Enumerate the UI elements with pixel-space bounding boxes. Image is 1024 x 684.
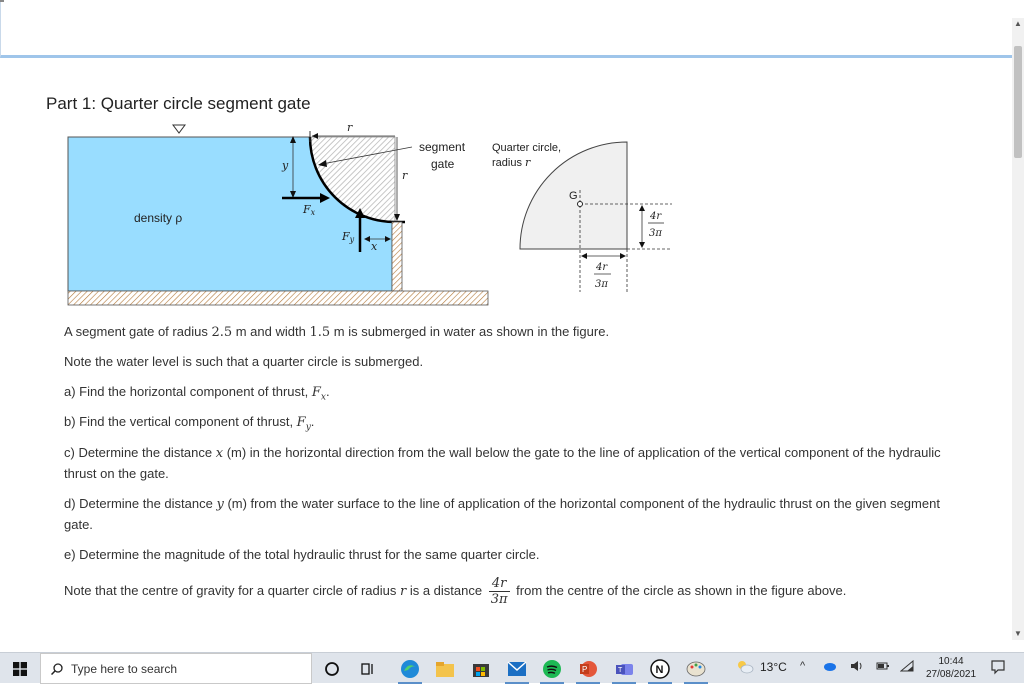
question-e: e) Determine the magnitude of the total hydraulic thrust for the same quarter circle. — [64, 547, 540, 562]
spotify-icon[interactable] — [540, 657, 564, 681]
cloud-sun-icon — [736, 660, 754, 674]
file-explorer-icon[interactable] — [433, 657, 457, 681]
wall — [392, 222, 402, 291]
label-r-side: r — [402, 169, 408, 182]
label-x: x — [371, 240, 378, 253]
window-corner-mark — [0, 0, 4, 2]
onedrive-cloud-icon[interactable] — [822, 662, 836, 674]
label-fx: Fx — [303, 203, 316, 217]
question-b: b) Find the vertical component of thrust, $F_y$. — [64, 414, 315, 433]
label-fy: Fy — [342, 230, 355, 244]
edge-browser-icon[interactable] — [398, 657, 422, 681]
page-title: Part 1: Quarter circle segment gate — [46, 94, 311, 113]
fraction-4r-3pi: $\frac{4r}{3\pi}$ — [490, 576, 508, 608]
store-icon[interactable] — [469, 657, 493, 681]
page-header-bar — [0, 0, 1012, 58]
label-density: density ρ — [134, 211, 183, 225]
wifi-icon[interactable] — [900, 660, 914, 675]
label-4r-vert: 4r — [650, 211, 662, 222]
question-d: d) Determine the distance y (m) from the water surface to the line of application of the horizontal component of the hydraulic thrust on the given segment gate. — [64, 496, 940, 532]
windows-logo-icon — [13, 662, 27, 676]
task-view-icon[interactable] — [356, 657, 380, 681]
scroll-up-arrow-icon[interactable]: ▲ — [1014, 19, 1022, 28]
vertical-scrollbar[interactable] — [1012, 18, 1024, 640]
onenote-n-icon[interactable] — [648, 657, 672, 681]
windows-taskbar — [0, 652, 1024, 683]
label-y: y — [282, 159, 289, 172]
scroll-down-arrow-icon[interactable]: ▼ — [1014, 629, 1022, 638]
svg-text:T: T — [618, 667, 623, 674]
powerpoint-icon[interactable] — [576, 657, 600, 681]
taskbar-search-box[interactable] — [40, 653, 312, 684]
label-radius: radius r — [492, 156, 531, 169]
start-button[interactable] — [0, 653, 40, 684]
clock-time: 10:44 — [938, 656, 964, 667]
teams-icon[interactable] — [612, 657, 636, 681]
search-placeholder: Type here to search — [71, 661, 178, 676]
floor — [68, 291, 488, 305]
tray-overflow-chevron-icon[interactable]: ^ — [800, 660, 806, 672]
notifications-icon[interactable] — [990, 659, 1006, 678]
label-quarter-circle: Quarter circle, — [492, 142, 562, 154]
label-3pi-vert: 3π — [649, 228, 662, 239]
weather-temperature: 13°C — [760, 660, 787, 674]
question-c: c) Determine the distance x (m) in the horizontal direction from the wall below the gate to the line of application of the vertical component of the hydraulic thrust on the gate. — [64, 445, 941, 481]
gate-figure — [60, 120, 680, 312]
label-r-top: r — [347, 121, 353, 134]
water-surface-icon — [173, 125, 185, 133]
scroll-thumb[interactable] — [1014, 46, 1022, 158]
battery-icon[interactable] — [876, 660, 890, 675]
note-centre-of-gravity: Note that the centre of gravity for a quarter circle of radius r is a distance $\frac{4r}{3\pi}$ from the centre of the circle as shown in the figure above. — [64, 576, 847, 608]
label-gate: gate — [431, 157, 455, 171]
search-icon — [51, 663, 63, 675]
clock-date: 27/08/2021 — [925, 669, 977, 680]
label-3pi-horiz: 3π — [595, 279, 608, 290]
weather-widget[interactable] — [736, 660, 787, 674]
mail-icon[interactable] — [505, 657, 529, 681]
label-4r-horiz: 4r — [596, 262, 608, 273]
cortana-icon[interactable] — [320, 657, 344, 681]
paint-icon[interactable] — [684, 657, 708, 681]
label-g: G — [569, 190, 578, 202]
problem-intro: A segment gate of radius 2.5 m and width 1.5 m is submerged in water as shown in the figure. — [64, 324, 610, 340]
taskbar-clock[interactable] — [920, 655, 982, 681]
content-area — [0, 60, 1012, 650]
question-a: a) Find the horizontal component of thrust, $F_x$. — [64, 384, 330, 403]
svg-text:N: N — [655, 664, 664, 676]
svg-text:P: P — [582, 665, 588, 674]
note-water-level: Note the water level is such that a quarter circle is submerged. — [64, 354, 424, 369]
volume-icon[interactable] — [850, 660, 864, 675]
label-segment: segment — [419, 140, 466, 154]
